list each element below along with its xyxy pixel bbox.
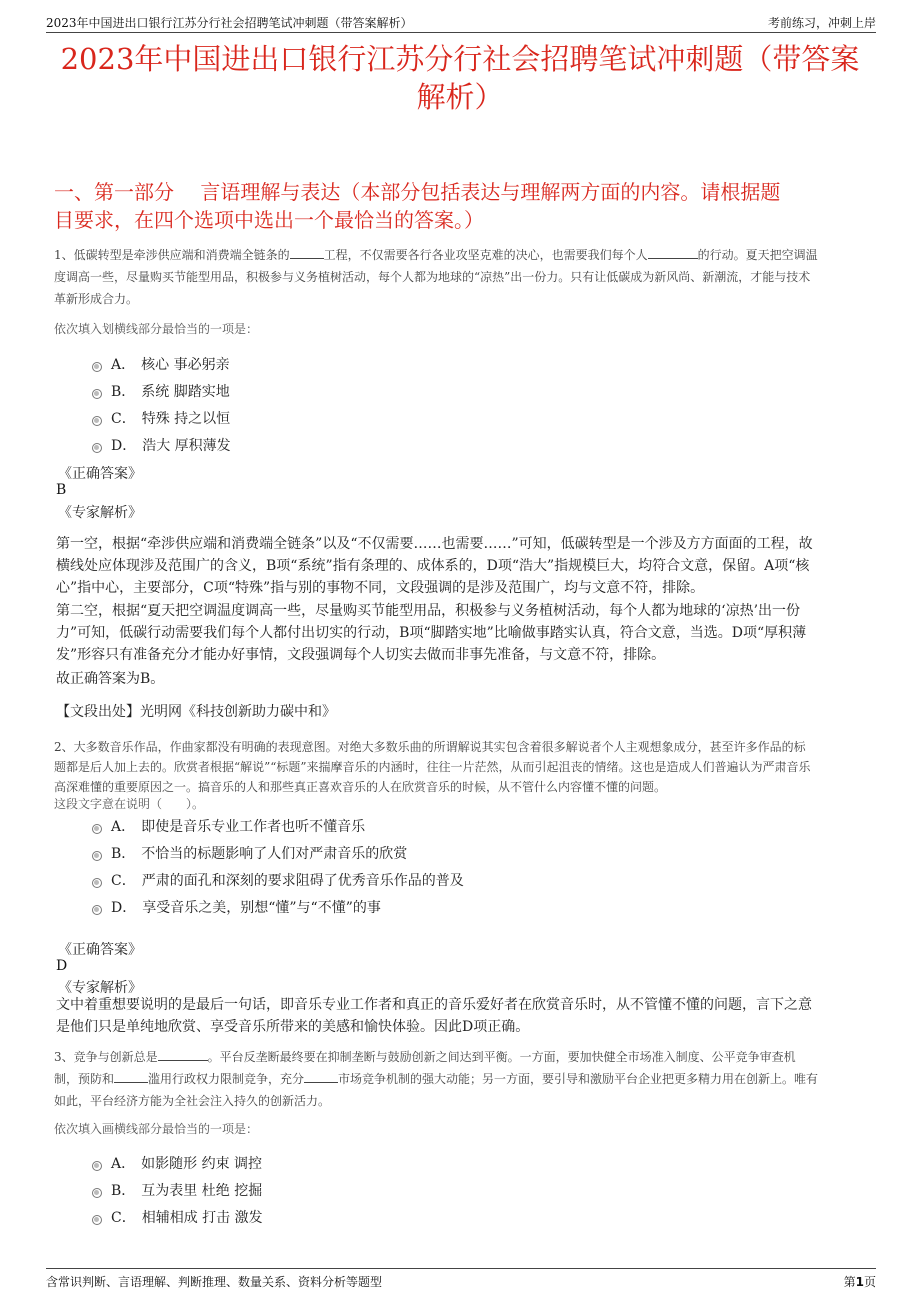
page-footer	[46, 1268, 876, 1289]
option-2b[interactable]: B． 不恰当的标题影响了人们对严肃音乐的欣赏	[92, 843, 407, 863]
option-1d[interactable]: D． 浩大 厚积薄发	[92, 435, 231, 455]
answer-value: B	[56, 482, 67, 498]
option-3c[interactable]: C． 相辅相成 打击 激发	[92, 1207, 263, 1227]
section-heading: 一、第一部分 言语理解与表达（本部分包括表达与理解两方面的内容。请根据题 目要求，在四个选项中选出一个最恰当的答案。）	[54, 180, 781, 232]
analysis-paragraph: 第一空，根据“牵涉供应端和消费端全链条”以及“不仅需要……也需要……”可知，低碳转型是一个涉及方方面面的工程，故 横线处应体现涉及范围广的含义，B项“系统”指有条理的、成体系的，D项“浩大”指规模巨大，均符合文意，保留。A项“核 心”指中心，主要部分，C项“特殊”指与别的事物不同，文段强调的是涉及范围广，均与文意不符，排除。	[56, 536, 813, 596]
analysis-paragraph: 第二空，根据“夏天把空调温度调高一些，尽量购买节能型用品，积极参与义务植树活动，每个人都为地球的‘凉热’出一份 力”可知，低碳行动需要我们每个人都付出切实的行动，B项“脚踏实地”比喻做事踏实认真，符合文意，当选。D项“厚积薄 发”形容只有准备充分才能办好事情，文段强调每个人切实去做而非事先准备，与文意不符，排除。	[56, 603, 807, 663]
option-2a[interactable]: A． 即使是音乐专业工作者也听不懂音乐	[92, 816, 365, 836]
source-citation: 【文段出处】光明网《科技创新助力碳中和》	[56, 704, 336, 720]
fill-blank	[290, 248, 324, 259]
analysis-label: 《专家解析》	[58, 505, 142, 521]
page-number: 第1页	[843, 1275, 876, 1289]
radio-icon[interactable]	[92, 389, 102, 399]
radio-icon[interactable]	[92, 905, 102, 915]
fill-blank	[158, 1050, 208, 1061]
analysis-label: 《专家解析》	[58, 980, 142, 996]
header-title: 2023年中国进出口银行江苏分行社会招聘笔试冲刺题（带答案解析）	[46, 16, 413, 30]
option-1a[interactable]: A． 核心 事必躬亲	[92, 354, 230, 374]
question-2-stem: 2、大多数音乐作品，作曲家都没有明确的表现意图。对绝大多数乐曲的所谓解说其实包含着很多解说者个人主观想象成分，甚至许多作品的标 题都是后人加上去的。欣赏者根据“解说”“标题”来揣摩音乐的内涵时，往往一片茫然，从而引起沮丧的情绪。这也是造成人们普遍认为严肃音乐 高深难懂的重要原因之一。搞音乐的人和那些真正喜欢音乐的人在欣赏音乐的时候，从不管什么内容懂不懂的问题。	[54, 740, 811, 794]
option-2d[interactable]: D． 享受音乐之美，别想“懂”与“不懂”的事	[92, 897, 381, 917]
radio-icon[interactable]	[92, 416, 102, 426]
page-header	[46, 12, 876, 33]
option-3b[interactable]: B． 互为表里 杜绝 挖掘	[92, 1180, 262, 1200]
answer-label: 《正确答案》	[58, 466, 142, 482]
option-2c[interactable]: C． 严肃的面孔和深刻的要求阻碍了优秀音乐作品的普及	[92, 870, 464, 890]
radio-icon[interactable]	[92, 443, 102, 453]
option-3a[interactable]: A． 如影随形 约束 调控	[92, 1153, 262, 1173]
question-2-prompt: 这段文字意在说明（ ）。	[54, 797, 205, 811]
analysis-conclusion: 故正确答案为B。	[56, 671, 165, 687]
option-1b[interactable]: B． 系统 脚踏实地	[92, 381, 230, 401]
question-3-prompt: 依次填入画横线部分最恰当的一项是：	[54, 1122, 259, 1136]
question-1-prompt: 依次填入划横线部分最恰当的一项是：	[54, 322, 259, 336]
question-3-stem: 3、竞争与创新总是 。平台反垄断最终要在抑制垄断与鼓励创新之间达到平衡。一方面，要加快健全市场准入制度、公平竞争审查机 制，预防和 滥用行政权力限制竞争，充分 市场竞争机制的强大动能；另一方面，要引导和激励平台企业把更多精力用在创新上。唯有 如此，平台经济方能为全社会注入持久的创新活力。	[54, 1050, 819, 1108]
analysis-paragraph: 文中着重想要说明的是最后一句话，即音乐专业工作者和真正的音乐爱好者在欣赏音乐时，从不管懂不懂的问题，言下之意 是他们只是单纯地欣赏、享受音乐所带来的美感和愉快体验。因此D项正确。	[56, 997, 812, 1035]
answer-value: D	[56, 958, 68, 974]
document-title: 2023年中国进出口银行江苏分行社会招聘笔试冲刺题（带答案 解析）	[60, 42, 860, 114]
fill-blank	[648, 248, 698, 259]
question-1-stem: 1、低碳转型是牵涉供应端和消费端全链条的 工程，不仅需要各行各业攻坚克难的决心，也需要我们每个人 的行动。夏天把空调温 度调高一些，尽量购买节能型用品，积极参与义务植树活动，每个人都为地球的“凉热”出一份力。只有让低碳成为新风尚、新潮流，才能与技术 革新形成合力。	[54, 248, 818, 306]
fill-blank	[304, 1072, 338, 1083]
header-slogan: 考前练习，冲刺上岸	[767, 16, 876, 30]
radio-icon[interactable]	[92, 1161, 102, 1171]
radio-icon[interactable]	[92, 362, 102, 372]
radio-icon[interactable]	[92, 1188, 102, 1198]
answer-label: 《正确答案》	[58, 942, 142, 958]
radio-icon[interactable]	[92, 1215, 102, 1225]
radio-icon[interactable]	[92, 851, 102, 861]
footer-note: 含常识判断、言语理解、判断推理、数量关系、资料分析等题型	[46, 1275, 383, 1289]
option-1c[interactable]: C． 特殊 持之以恒	[92, 408, 230, 428]
radio-icon[interactable]	[92, 878, 102, 888]
radio-icon[interactable]	[92, 824, 102, 834]
fill-blank	[114, 1072, 148, 1083]
